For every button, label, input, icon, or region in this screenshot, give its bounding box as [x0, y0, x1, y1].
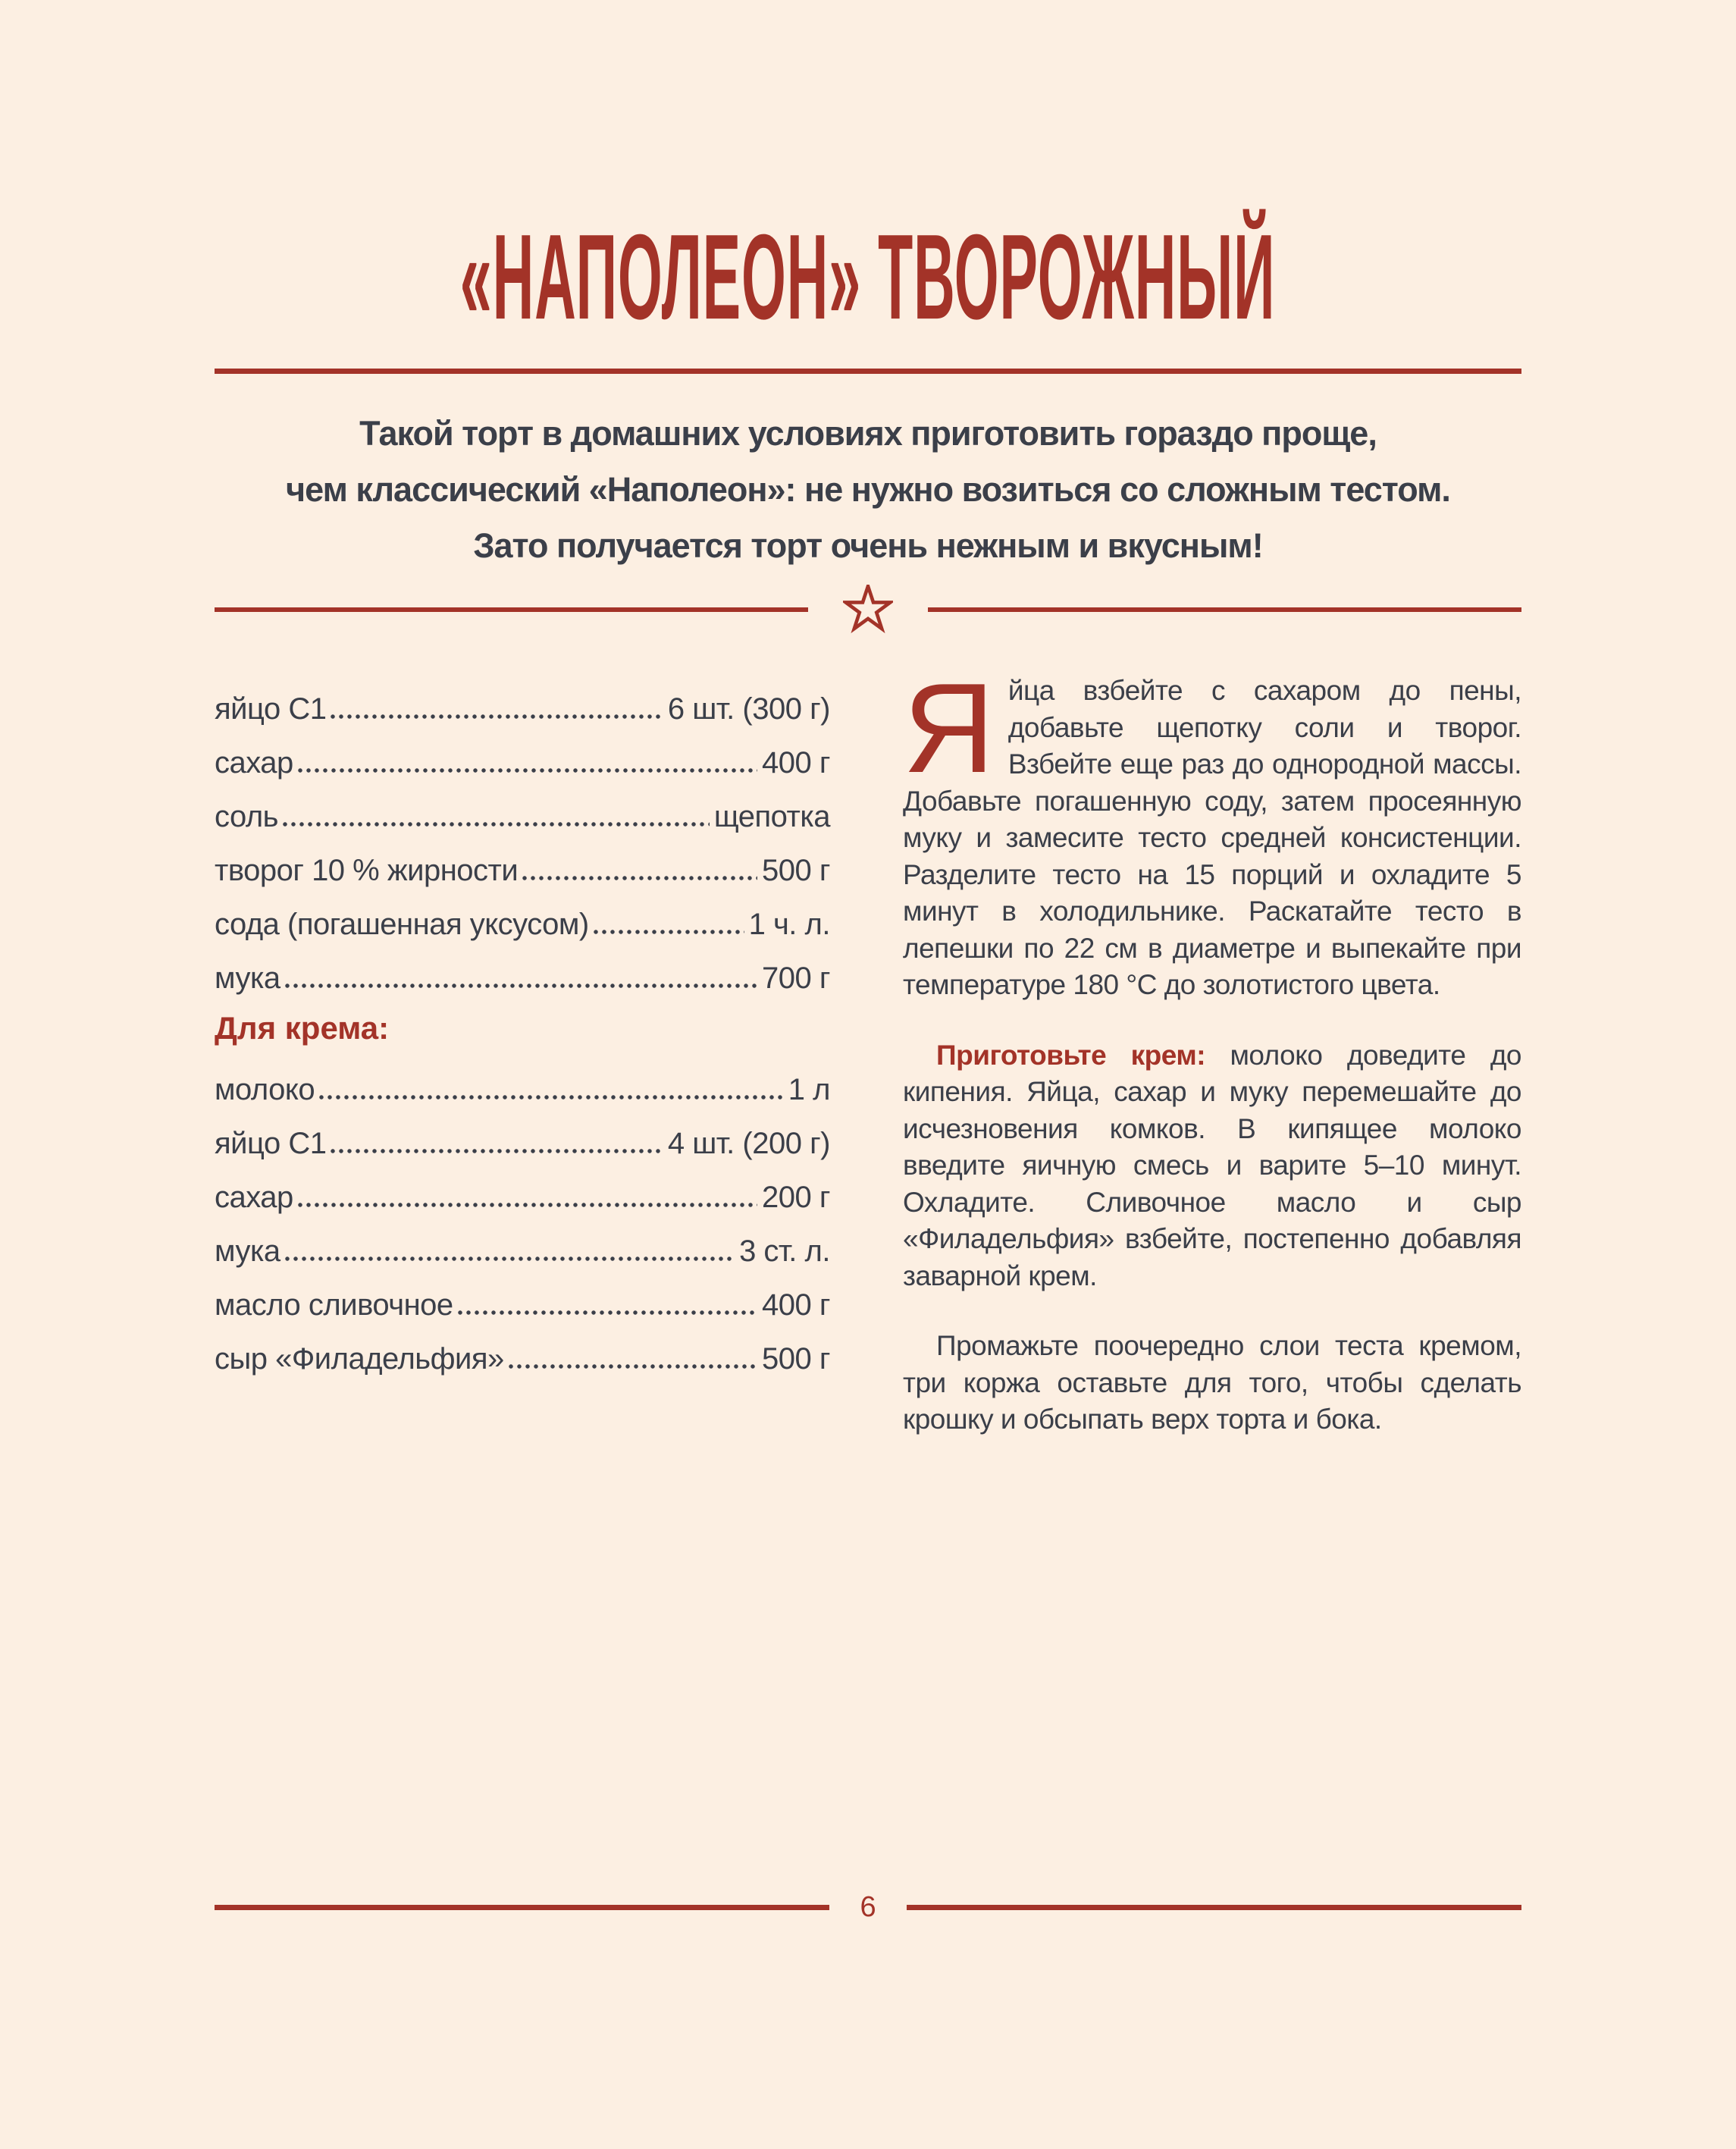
- ingredient-amount: 6 шт. (300 г): [667, 692, 830, 726]
- ingredient-row: [215, 1107, 830, 1161]
- dot-leader: [509, 1364, 757, 1369]
- ingredient-name: соль: [215, 800, 278, 833]
- ingredient-name: сода (погашенная уксусом): [215, 908, 589, 941]
- ingredient-row: [215, 942, 830, 996]
- ingredient-name: сахар: [215, 1181, 293, 1214]
- star-divider-right-rule: [928, 607, 1521, 612]
- footer-left-rule: [215, 1905, 829, 1910]
- recipe-body: [215, 657, 1521, 1438]
- ingredient-row: [215, 726, 830, 780]
- ingredient-name: яйцо С1: [215, 692, 327, 726]
- ingredient-amount: 500 г: [762, 854, 830, 887]
- dot-leader: [285, 1256, 735, 1261]
- ingredient-amount: 1 ч. л.: [748, 908, 830, 941]
- paragraph-text: йца взбейте с сахаром до пены, добавьте щепотку соли и творог. Взбейте еще раз до однородной массы. Добавьте погашенную соду, затем просеянную муку и замесите тесто средней консистенции. Разделите тесто на 15 порций и охладите 5 минут в холодильнике. Раскатайте тесто в лепешки по 22 см в диаметре и выпекайте при температуре 180 °C до золотистого цвета.: [903, 675, 1521, 1000]
- paragraph-text: Промажьте поочередно слои теста кремом, три коржа оставьте для того, чтобы сделать крошку и обсыпать верх торта и бока.: [903, 1330, 1521, 1435]
- dot-leader: [331, 1149, 663, 1153]
- ingredient-row: [215, 1322, 830, 1376]
- dot-leader: [319, 1095, 784, 1100]
- ingredients-list: [215, 673, 830, 1438]
- ingredient-name: сахар: [215, 746, 293, 780]
- page-number: 6: [860, 1891, 876, 1923]
- ingredient-name: мука: [215, 962, 280, 995]
- instruction-paragraph-3: [903, 1328, 1521, 1438]
- star-divider-left-rule: [215, 607, 808, 612]
- ingredient-amount: 4 шт. (200 г): [667, 1127, 830, 1160]
- footer-right-rule: [907, 1905, 1521, 1910]
- ingredient-amount: 500 г: [762, 1342, 830, 1376]
- ingredient-row: [215, 1269, 830, 1322]
- ingredient-row: [215, 673, 830, 726]
- ingredient-row: [215, 780, 830, 834]
- dot-leader: [283, 822, 710, 827]
- ingredient-amount: 400 г: [762, 746, 830, 780]
- ingredient-row: [215, 888, 830, 942]
- dot-leader: [298, 1203, 757, 1207]
- instruction-paragraph-1: [903, 657, 1521, 1004]
- star-icon: [843, 585, 893, 635]
- intro-line: чем классический «Наполеон»: не нужно возиться со сложным тестом.: [286, 470, 1450, 509]
- dot-leader: [331, 714, 663, 719]
- dot-leader: [285, 984, 757, 988]
- ingredient-amount: 400 г: [762, 1288, 830, 1322]
- ingredient-amount: 200 г: [762, 1181, 830, 1214]
- ingredient-row: [215, 1053, 830, 1107]
- ingredient-amount: 1 л: [788, 1073, 830, 1106]
- ingredient-name: яйцо С1: [215, 1127, 327, 1160]
- paragraph-lead: Приготовьте крем:: [936, 1039, 1206, 1071]
- ingredient-name: сыр «Филадельфия»: [215, 1342, 504, 1376]
- dropcap-letter: Я: [903, 657, 995, 799]
- ingredient-row: [215, 834, 830, 888]
- top-divider-rule: [215, 369, 1521, 374]
- page-footer: [215, 1893, 1521, 1922]
- ingredient-name: творог 10 % жирности: [215, 854, 519, 887]
- ingredient-row: [215, 1161, 830, 1215]
- ingredient-amount: 3 ст. л.: [739, 1234, 830, 1268]
- dot-leader: [522, 876, 757, 880]
- intro-line: Зато получается торт очень нежным и вкусным!: [473, 526, 1263, 565]
- ingredient-name: молоко: [215, 1073, 315, 1106]
- intro-line: Такой торт в домашних условиях приготовить гораздо проще,: [359, 414, 1377, 453]
- dot-leader: [594, 930, 744, 934]
- instruction-paragraph-2: [903, 1037, 1521, 1295]
- page-content: [215, 0, 1521, 1438]
- intro-text: [215, 406, 1521, 574]
- ingredient-name: мука: [215, 1234, 280, 1268]
- dot-leader: [298, 768, 757, 773]
- recipe-title-block: [215, 0, 1521, 356]
- recipe-title: «НАПОЛЕОН» ТВОРОЖНЫЙ: [460, 209, 1276, 345]
- star-divider: [215, 585, 1521, 635]
- paragraph-text: молоко доведите до кипения. Яйца, сахар и муку перемешайте до исчезновения комков. В кипящее молоко введите яичную смесь и варите 5–10 минут. Охладите. Сливочное масло и сыр «Филадельфия» взбейте, постепенно добавляя заварной крем.: [903, 1039, 1521, 1291]
- cream-section-heading: Для крема:: [215, 1010, 390, 1046]
- ingredient-row: [215, 1215, 830, 1269]
- dot-leader: [458, 1310, 757, 1315]
- ingredient-amount: щепотка: [713, 800, 830, 833]
- ingredient-amount: 700 г: [762, 962, 830, 995]
- instructions: [903, 657, 1521, 1438]
- ingredient-name: масло сливочное: [215, 1288, 453, 1322]
